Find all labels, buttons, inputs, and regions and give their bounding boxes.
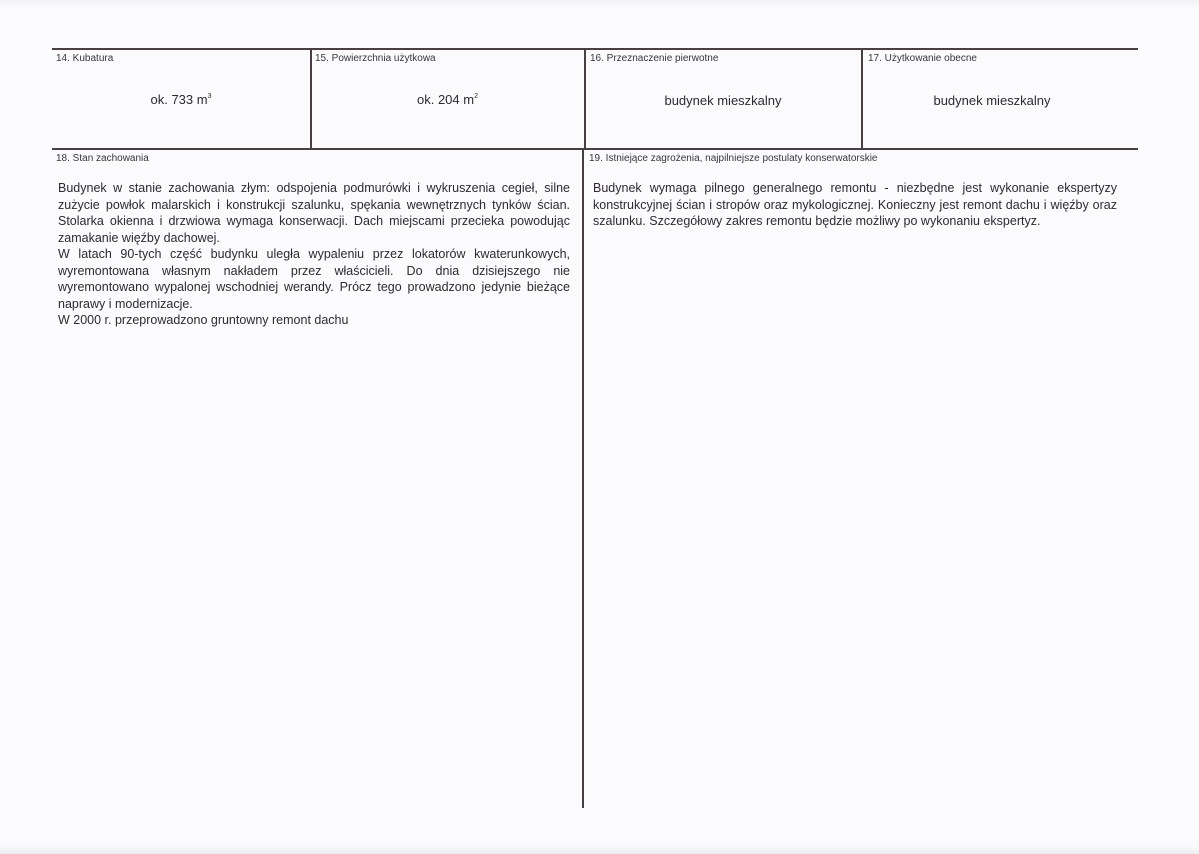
zagrozenia-text — [593, 180, 1117, 230]
zagrozenia-paragraph: Budynek wymaga pilnego generalnego remontu - niezbędne jest wykonanie ekspertyzy konstrukcyjnej ścian i stropów oraz mykologicznej. Konieczny jest remont dachu i więźby oraz szalunku. Szczegółowy zakres remontu będzie możliwy po wykonaniu ekspertyz. — [593, 181, 1117, 228]
divider-18-19 — [582, 148, 584, 808]
powierzchnia-label: 15. Powierzchnia użytkowa — [315, 53, 436, 64]
stan-paragraph: Budynek w stanie zachowania złym: odspojenia podmurówki i wykruszenia cegieł, silne zużycie powłok malarskich i konstrukcji szalunku, spękania wewnętrznych tynków ścian. Stolarka okienna i drzwiowa wymaga konserwacji. Dach miejscami przecieka powodując zamakanie więźby dachowej. — [58, 181, 570, 245]
stan-label: 18. Stan zachowania — [56, 153, 149, 164]
kubatura-value: ok. 733 $m^3$ — [150, 92, 212, 107]
stan-paragraph: W 2000 r. przeprowadzono gruntowny remont dachu — [58, 313, 349, 327]
zagrozenia-label: 19. Istniejące zagrożenia, najpilniejsze postulaty konserwatorskie — [589, 153, 878, 164]
przeznaczenie-value: budynek mieszkalny — [664, 93, 782, 108]
top-rule — [52, 48, 1138, 50]
uzytkowanie-label: 17. Użytkowanie obecne — [868, 53, 977, 64]
stan-paragraph: W latach 90-tych część budynku uległa wypaleniu przez lokatorów kwaterunkowych, wyremontowana własnym nakładem przez właścicieli. Do dnia dzisiejszego nie wyremontowano wypalonej wschodniej werandy. Prócz tego prowadzono jedynie bieżące naprawy i modernizacje. — [58, 247, 570, 311]
przeznaczenie-label: 16. Przeznaczenie pierwotne — [590, 53, 719, 64]
uzytkowanie-value: budynek mieszkalny — [933, 93, 1051, 108]
middle-rule — [52, 148, 1138, 150]
stan-text — [58, 180, 570, 329]
powierzchnia-value: ok. 204 $m^2$ — [417, 92, 478, 107]
kubatura-label: 14. Kubatura — [56, 53, 114, 64]
